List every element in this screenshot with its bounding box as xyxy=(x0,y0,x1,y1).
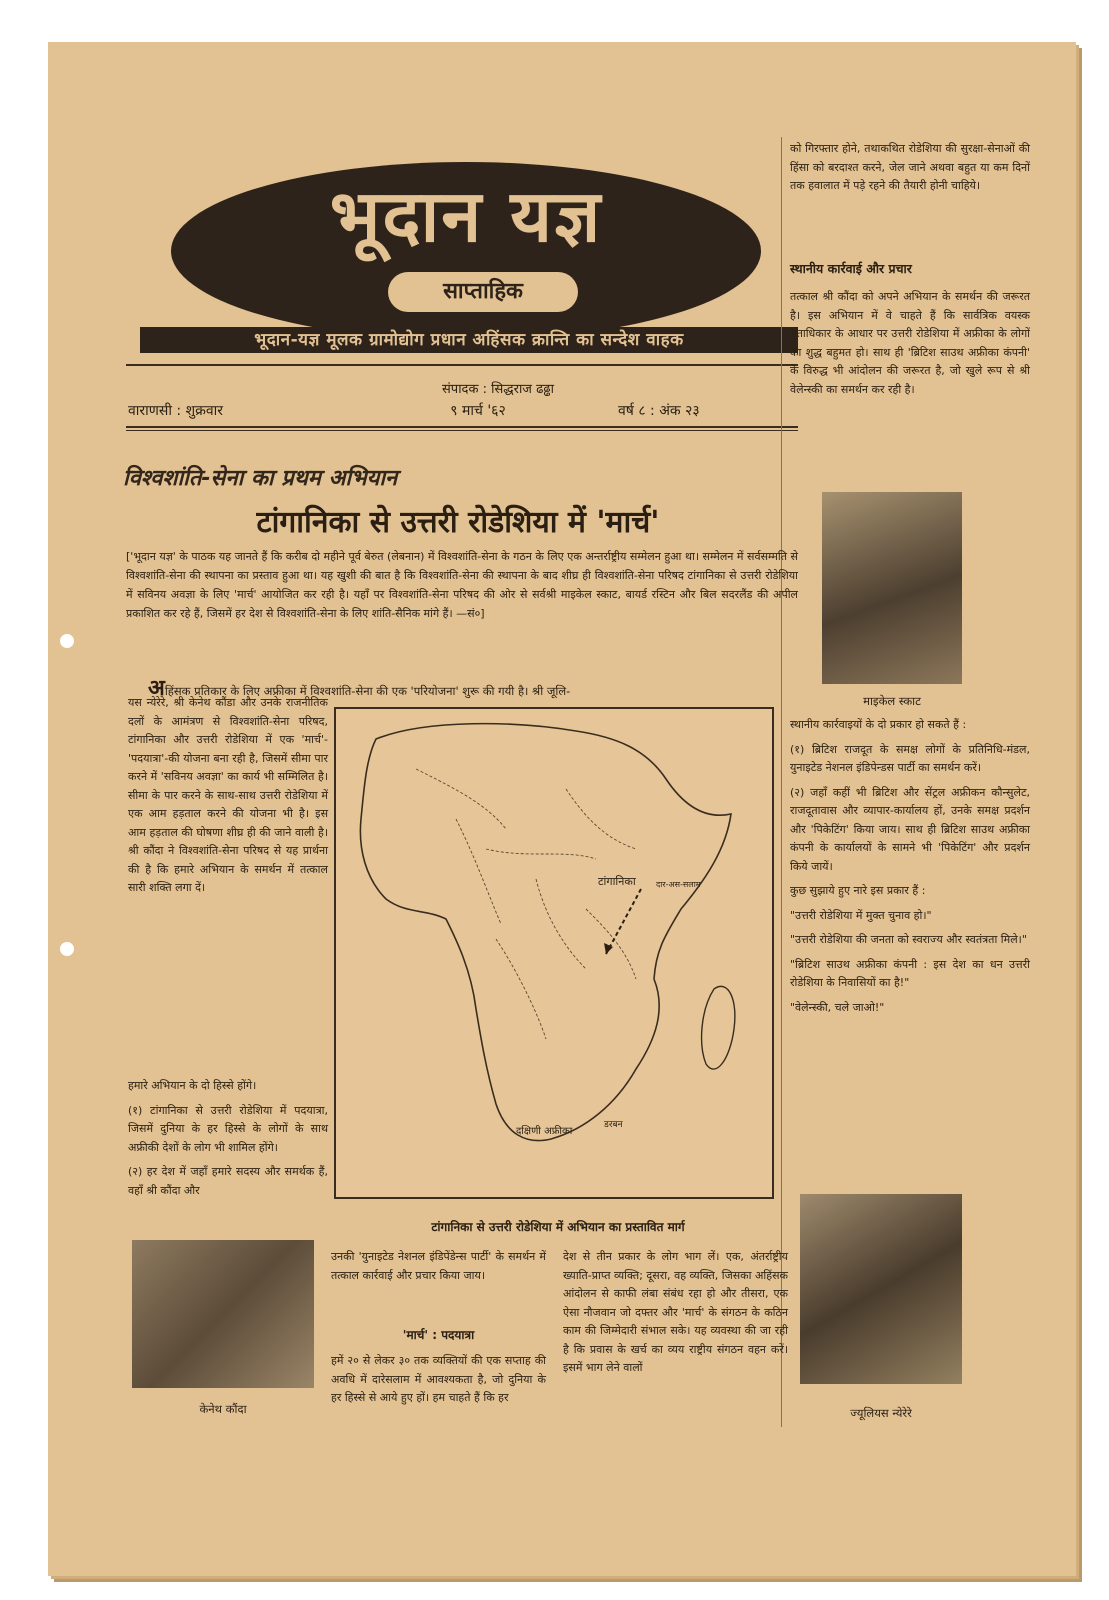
issue-number: वर्ष ८ : अंक २३ xyxy=(618,403,700,419)
punch-hole xyxy=(60,634,74,648)
paragraph: (१) टांगानिका से उत्तरी रोडेशिया में पदयात्रा, जिसमें दुनिया के हर हिस्से के लोगों के साथ अफ्रीकी देशों के लोग भी शामिल होंगे। xyxy=(128,1103,328,1154)
march-route xyxy=(606,889,641,954)
caption-nyerere: ज्यूलियस न्येरेरे xyxy=(850,1406,912,1420)
border-lines xyxy=(416,769,636,1039)
center-column-text: देश से तीन प्रकार के लोग भाग लें। एक, अंतर्राष्ट्रीय ख्याति-प्राप्त व्यक्ति; दूसरा, वह व्यक्ति, जिसका अहिंसक आंदोलन से काफी लंबा संबंध रहा हो और तीसरा, एक ऐसा नौजवान जो दफ्तर और 'मार्च' के संगठन के कठिन काम की जिम्मेदारी संभाल सके। यह व्यवस्था की जा रही है कि प्रवास के खर्च का व्यय राष्ट्रीय संगठन वहन करें। इसमें भाग लेने वालों xyxy=(563,1250,788,1374)
subheading-local-action: स्थानीय कार्रवाई और प्रचार xyxy=(790,261,912,276)
paragraph: स्थानीय कार्रवाइयों के दो प्रकार हो सकते हैं : xyxy=(790,718,967,731)
paragraph: (१) ब्रिटिश राजदूत के समक्ष लोगों के प्रतिनिधि-मंडल, युनाइटेड नेशनल इंडिपेन्डस पार्टी का समर्थन करें। xyxy=(790,742,1030,774)
masthead-title: भूदान यज्ञ xyxy=(329,174,603,258)
map-label-dar: दार-अस-सलाम xyxy=(656,880,701,889)
map-label-south-africa: दक्षिणी अफ्रीका xyxy=(516,1126,573,1137)
article-kicker: विश्वशांति-सेना का प्रथम अभियान xyxy=(123,466,398,491)
paragraph: हमारे अभियान के दो हिस्से होंगे। xyxy=(128,1079,257,1092)
map-label-durban: डरबन xyxy=(604,1120,623,1130)
article-headline: टांगानिका से उत्तरी रोडेशिया में 'मार्च' xyxy=(256,505,660,540)
issue-date: ९ मार्च '६२ xyxy=(450,403,506,419)
right-column-text-b xyxy=(790,716,1030,1023)
middle-column-text: उनकी 'युनाइटेड नेशनल इंडिपेंडेन्स पार्टी' के समर्थन में तत्काल कार्रवाई और प्रचार किया जाय। xyxy=(331,1250,546,1282)
subheading-march: 'मार्च' : पदयात्रा xyxy=(402,1328,475,1342)
continent-outline xyxy=(360,724,731,1141)
africa-map xyxy=(334,707,774,1199)
middle-column-text-b: हमें २० से लेकर ३० तक व्यक्तियों की एक सप्ताह की अवधि में दारेसलाम में आवश्यकता है, जो दुनिया के हर हिस्से से आये हुए हों। हम चाहते हैं कि हर xyxy=(331,1354,546,1404)
slogan: "ब्रिटिश साउथ अफ्रीका कंपनी : इस देश का धन उत्तरी रोडेशिया के निवासियों का है!" xyxy=(790,957,1030,989)
rule xyxy=(126,426,798,428)
newspaper-page xyxy=(48,42,1076,1576)
photo-julius-nyerere xyxy=(800,1194,962,1384)
drop-cap: अ xyxy=(148,676,165,701)
paragraph: कुछ सुझाये हुए नारे इस प्रकार हैं : xyxy=(790,884,926,897)
route-arrow xyxy=(604,943,613,954)
city-day: वाराणसी : शुक्रवार xyxy=(128,403,223,419)
right-column-text: तत्काल श्री कौंदा को अपने अभियान के समर्थन की जरूरत है। इस अभियान में वे चाहते हैं कि सार्वत्रिक वयस्क मताधिकार के आधार पर उत्तरी रोडेशिया में अफ्रीका के लोगों का शुद्ध बहुमत हो। साथ ही 'ब्रिटिश साउथ अफ्रीका कंपनी' के विरुद्ध भी आंदोलन की जरूरत है, जो खुले रूप से श्री वेलेन्स्की का समर्थन कर रही है। xyxy=(790,290,1030,396)
photo-kenneth-kaunda xyxy=(132,1240,314,1388)
slogan: "उत्तरी रोडेशिया में मुक्त चुनाव हो।" xyxy=(790,908,932,922)
editor-note: ['भूदान यज्ञ' के पाठक यह जानते हैं कि करीब दो महीने पूर्व बेरुत (लेबनान) में विश्वशांति-सेना के गठन के लिए एक अन्तर्राष्ट्रीय सम्मेलन हुआ था। सम्मेलन में सर्वसम्मति से विश्वशांति-सेना की स्थापना का प्रस्ताव हुआ था। यह खुशी की बात है कि विश्वशांति-सेना की स्थापना के बाद शीघ्र ही विश्वशांति-सेना परिषद टांगानिका से उत्तरी रोडेशिया में सविनय अवज्ञा के लिए 'मार्च' आयोजित कर रही है। यहाँ पर विश्वशांति-सेना परिषद की ओर से सर्वश्री माइकेल स्काट, बायर्ड रस्टिन और बिल सदरलैंड की अपील प्रकाशित कर रहे हैं, जिसमें हर देश से विश्वशांति-सेना के लिए शांति-सैनिक मांगे हैं। —सं०] xyxy=(126,550,798,620)
lead-text: हिंसक प्रतिकार के लिए अफ्रीका में विश्वशांति-सेना की एक 'परियोजना' शुरू की गयी है। श्री जूलि- xyxy=(164,684,571,698)
left-column-text: यस न्येरेरे, श्री केनेथ कौंडा और उनके राजनीतिक दलों के आमंत्रण से विश्वशांति-सेना परिषद, टांगानिका और उत्तरी रोडेशिया में एक 'मार्च'-'पदयात्रा'-की योजना बना रही है, जिसमें सीमा पार करने में 'सविनय अवज्ञा' का कार्य भी सम्मिलित है। सीमा के पार करने के साथ-साथ उत्तरी रोडेशिया में एक आम हड़ताल करने की योजना भी है। इस आम हड़ताल की घोषणा शीघ्र ही की जाने वाली है। श्री कौंदा ने विश्वशांति-सेना परिषद से यह प्रार्थना की है कि हमारे अभियान के समर्थन में तत्काल सारी शक्ति लगा दें। xyxy=(128,696,328,894)
paragraph: (२) हर देश में जहाँ हमारे सदस्य और समर्थक हैं, वहाँ श्री कौंदा और xyxy=(128,1165,328,1197)
masthead-tagline: भूदान-यज्ञ मूलक ग्रामोद्योग प्रधान अहिंसक क्रान्ति का सन्देश वाहक xyxy=(140,327,798,353)
rule xyxy=(126,430,798,431)
editor-line: संपादक : सिद्धराज ढढ्ढा xyxy=(442,382,554,397)
africa-map-drawing xyxy=(336,709,772,1197)
punch-hole xyxy=(60,942,74,956)
photo-michael-scott xyxy=(822,492,962,684)
slogan: "वेलेन्स्की, चले जाओ!" xyxy=(790,1000,885,1014)
left-column-text-b xyxy=(128,1077,328,1206)
slogan: "उत्तरी रोडेशिया की जनता को स्वराज्य और स्वतंत्रता मिले।" xyxy=(790,933,1027,946)
map-label-tanganyika: टांगानिका xyxy=(598,875,636,888)
rule xyxy=(126,364,798,366)
madagascar-outline xyxy=(702,986,735,1069)
masthead-weekly-label: साप्ताहिक xyxy=(388,272,578,312)
map-caption: टांगानिका से उत्तरी रोडेशिया में अभियान का प्रस्तावित मार्ग xyxy=(431,1220,685,1234)
caption-scott: माइकेल स्काट xyxy=(863,694,921,708)
paragraph: (२) जहाँ कहीं भी ब्रिटिश और सेंट्रल अफ्रीकन कौन्सुलेट, राजदूतावास और व्यापार-कार्यालय हों, उनके समक्ष प्रदर्शन और 'पिकेटिंग' किया जाय। साथ ही ब्रिटिश साउथ अफ्रीका कंपनी के कार्यालयों के सामने भी 'पिकेटिंग' और प्रदर्शन किये जायें। xyxy=(790,785,1030,873)
caption-kaunda: केनेथ कौंदा xyxy=(199,1402,247,1416)
right-column-top-text: को गिरफ्तार होने, तथाकथित रोडेशिया की सुरक्षा-सेनाओं की हिंसा को बरदाश्त करने, जेल जाने अथवा बहुत या कम दिनों तक हवालात में पड़े रहने की तैयारी होनी चाहिये। xyxy=(790,142,1030,192)
